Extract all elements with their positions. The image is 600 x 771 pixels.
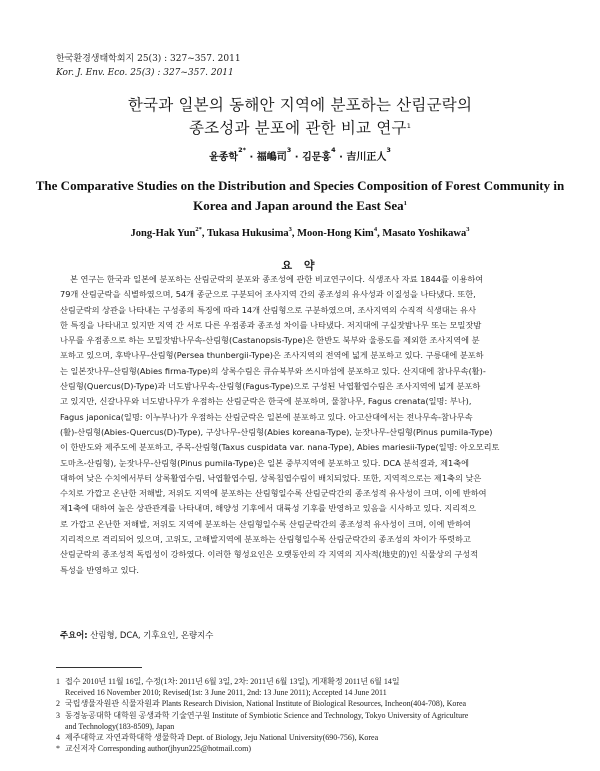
english-title-line-1: The Comparative Studies on the Distribution and Species Composition of Forest Community in [35, 178, 565, 193]
abstract-line: 나무를 우점종으로 하는 모밀잣밤나무속-산림형(Castanopsis-Type)은 한반도 북부와 울릉도를 제외한 조사지역에 분 [60, 335, 480, 346]
abstract-line: 한 특징을 나타내고 있지만 지역 간 서로 다른 우점종과 종조성 차이를 나타냈다. 저지대에 구실잣밤나무 또는 모밀잣밤 [60, 319, 482, 330]
english-title-footnote-mark: 1 [403, 200, 407, 207]
author-ko-2: 福嶋司$^3$ [256, 146, 292, 163]
footnotes [56, 676, 556, 754]
abstract-line: 대하여 낮은 수치에서부터 상록활엽수림, 낙엽활엽수림, 상록침엽수림이 배치되었다. 또한, 지역적으로는 제1축의 낮은 [60, 472, 482, 483]
footnote-4: 4 제주대학교 자연과학대학 생물학과 Dept. of Biology, Jeju National University(690-756), Korea [56, 733, 379, 743]
abstract-line: 수치로 가깝고 온난한 저해발, 저위도 지역에 분포하는 산림형일수록 산림군락간의 종조성적 유사성이 크며, 이에 반하여 [60, 488, 487, 499]
keywords [60, 629, 540, 641]
author-ko-3: 김문홍$^4$ [302, 146, 336, 163]
author-ko-1: 윤종학$^{2*}$ [209, 146, 247, 163]
footnote-2: 2 국립생물자원관 식물자원과 Plants Research Division, National Institute of Biological Resources, Incheon(404-708), Korea [56, 699, 467, 709]
abstract-line: 제1축에 대하여 높은 상관관계를 나타내며, 해양성 기후에서 대륙성 기후를 반영하고 있음을 시사하고 있다. 지리적으 [60, 503, 476, 514]
abstract-body [60, 272, 540, 578]
abstract-line: 특성을 반영하고 있다. [60, 564, 139, 575]
korean-title-footnote-mark: 1 [406, 122, 412, 130]
journal-citation-korean: 한국환경생태학회지 25(3) : 327~357. 2011 [56, 54, 241, 64]
english-title-line-2: Korea and Japan around the East Sea$^1$ [193, 198, 407, 213]
abstract-line: 는 일본잣나무-산림형(Abies firma-Type)의 상록수림은 큐슈북부와 쓰시마섬에 분포하고 있다. 산지대에 참나무속(활)- [60, 365, 486, 376]
abstract-line: 도마츠-산림형), 눈잣나무-산림형(Pinus pumila-Type)은 일본 중부지역에 분포하고 있다. DCA 분석결과, 제1축에 [60, 457, 470, 468]
keywords-text: 산림형, DCA, 기후요인, 온량지수 [90, 630, 214, 640]
korean-author-list: 윤종학$^{2*}$ · 福嶋司$^3$ · 김문홍$^4$ · 吉川正人$^3$ [209, 146, 391, 163]
journal-header [56, 52, 241, 80]
author-en-3: Moon-Hong Kim$^4$ [297, 226, 378, 239]
abstract-line: (활)-산림형(Abies-Quercus(D)-Type), 구상나무-산림형(Abies koreana-Type), 눈잣나무-산림형(Pinus pumila-Type) [60, 426, 493, 437]
journal-citation-english: Kor. J. Env. Eco. 25(3) : 327~357. 2011 [56, 68, 234, 78]
keywords-label: 주요어: [60, 630, 88, 640]
korean-title-line-1: 한국과 일본의 동해안 지역에 분포하는 산림군락의 [127, 96, 473, 114]
abstract-line: 산림형(Quercus(D)-Type)과 너도밤나무속-산림형(Fagus-Type)으로 구성된 낙엽활엽수림은 조사지역에 넓게 분포하 [60, 381, 481, 392]
footnote-1: 1 접수 2010년 11월 16일, 수정(1차: 2011년 6월 3일, 2차: 2011년 6월 13일), 게재확정 2011년 6월 14일 [56, 677, 400, 686]
korean-title [40, 94, 560, 140]
author-en-4: Masato Yoshikawa$^3$ [382, 226, 470, 239]
footnote-3-continued: and Technology(183-8509), Japan [65, 721, 175, 731]
korean-title-line-2-text: 종조성과 분포에 관한 비교 연구 [188, 119, 407, 137]
abstract-line: 포하고 있으며, 후박나무-산림형(Persea thunbergii-Type)은 조사지역의 전역에 넓게 분포하고 있다. 구릉대에 분포하 [60, 350, 484, 361]
abstract-line: Fagus japonica(일명: 이누부나)가 우점하는 산림군락은 일본에 분포하고 있다. 아고산대에서는 전나무속-참나무속 [60, 411, 473, 422]
abstract-line: 본 연구는 한국과 일본에 분포하는 산림군락의 분포와 종조성에 관한 비교연구이다. 식생조사 자료 1844를 이용하여 [70, 274, 484, 284]
english-title [30, 176, 570, 216]
footnote-3: 3 동경농공대학 대학원 공생과학 기술연구원 Institute of Symbiotic Science and Technology, Tokyo University of Agriculture [56, 710, 469, 720]
abstract-line: 79개 산림군락을 식별하였으며, 54개 종군으로 구분되어 조사지역 간의 종조성의 유사성과 이질성을 나타냈다. 또한, [60, 289, 476, 300]
author-ko-4: 吉川正人$^3$ [346, 146, 391, 163]
abstract-line: 산림군락의 종조성적 독립성이 강하였다. 이러한 형성요인은 오랫동안의 각 지역의 지사적(地史的)인 식물상의 구성적 [60, 549, 479, 560]
english-author-list: Jong-Hak Yun$^{2*}$, Tukasa Hukusima$^3$, Moon-Hong Kim$^4$, Masato Yoshikawa$^3$ [130, 226, 470, 239]
abstract-line: 지리적으로 격리되어 있으며, 고위도, 고해발지역에 분포하는 산림형일수록 산림군락간의 종조성의 차이가 뚜렷하고 [60, 534, 471, 545]
abstract-line: 고 있지만, 신갈나무와 너도밤나무가 우점하는 산림군락은 한국에 분포하며, 물참나무, Fagus crenata(일명: 부나), [60, 396, 472, 407]
abstract-heading: 요 약 [281, 259, 319, 272]
footnote-1-english: Received 16 November 2010; Revised(1st: 3 June 2011, 2nd: 13 June 2011); Accepted 14 June 2011 [65, 688, 387, 698]
author-en-2: Tukasa Hukusima$^3$ [206, 226, 292, 239]
abstract-line: 로 가깝고 온난한 저해발, 저위도 지역에 분포하는 산림형일수록 산림군락간의 종조성적 유사성이 크며, 이에 반하여 [60, 518, 471, 529]
abstract-line: 이 한반도와 제주도에 분포하고, 주목-산림형(Taxus cuspidata var. nana-Type), Abies mariesii-Type(일명: 아오모리토 [60, 442, 500, 453]
author-en-1: Jong-Hak Yun$^{2*}$ [130, 226, 202, 239]
footnote-divider [56, 667, 142, 668]
footnote-corresponding-author: * 교신저자 Corresponding author(jhyun225@hotmail.com) [56, 744, 252, 754]
korean-title-line-2 [40, 117, 560, 140]
abstract-line: 산림군락의 상관을 나타내는 구성종의 특징에 따라 14개 산림형으로 구분하였으며, 조사지역의 수직적 식생대는 유사 [60, 304, 476, 315]
